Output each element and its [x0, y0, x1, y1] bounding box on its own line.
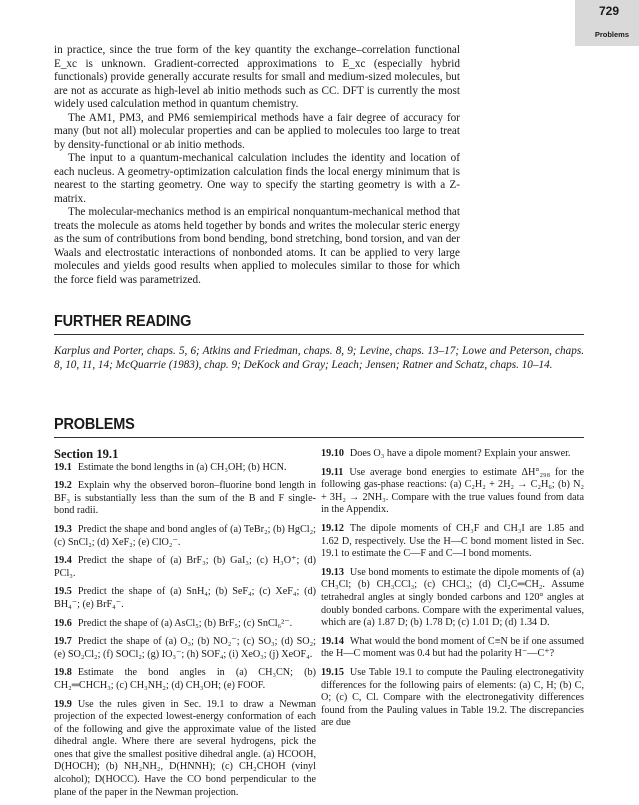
- problem-number: 19.13: [321, 566, 344, 578]
- problem-text: Does O₃ have a dipole moment? Explain your answer.: [349, 448, 571, 459]
- further-reading-heading: FURTHER READING: [54, 313, 192, 331]
- problem-number: 19.1: [54, 461, 72, 473]
- problem-number: 19.8: [54, 667, 72, 679]
- paragraph-geometry: The input to a quantum-mechanical calculation includes the identity and location of each nucleus. A geometry-optimization calculation finds the local energy minimum that is nearest to the starting geometry. One way to specify the starting geometry is with a Z-matrix.: [54, 152, 460, 205]
- problem-item: [321, 636, 584, 661]
- further-reading-text: Karplus and Porter, chaps. 5, 6; Atkins and Friedman, chaps. 8, 9; Levine, chaps. 13–17; Lowe and Peterson, chaps. 8, 10, 11, 14; McQuarrie (1983), chap. 9; DeKock and Gray; Leach; Jensen; Ratner and Schatz, chaps. 10–14.: [54, 345, 584, 371]
- problems-column-left: [54, 448, 316, 805]
- paragraph-dft: in practice, since the true form of the key quantity the exchange–correlation functional E_xc is unknown. Gradient-corrected approximations to E_xc (especially hybrid functionals) provide generally accurate results for small and medium-sized molecules, but are not as accurate as high-level ab initio methods such as CC. DFT is currently the most widely used calculation method in quantum chemistry.: [54, 44, 460, 110]
- problem-text: Estimate the bond angles in (a) CH₃CN; (b) CH₂═CHCH₃; (c) CH₃NH₂; (d) CH₃OH; (e) FOOF.: [54, 667, 316, 691]
- problem-text: Predict the shape of (a) AsCl₅; (b) BrF₅; (c) SnCl₆²⁻.: [77, 617, 293, 629]
- problem-item: [321, 567, 584, 630]
- problem-item: [54, 618, 316, 631]
- problem-item: [321, 667, 584, 730]
- problem-text: The dipole moments of CH₃F and CH₃I are 1.85 and 1.62 D, respectively. Use the H—C bond moment listed in Sec. 19.1 to estimate the C—F and C—I bond moments.: [321, 522, 584, 560]
- problem-text: Use bond moments to estimate the dipole moments of (a) CH₃Cl; (b) CH₃CCl₃; (c) CHCl₃; (d) Cl₂C═CH₂. Assume tetrahedral angles at singly bonded carbons and 120° angles at doubly bonded carbons. Compare with the experimental values, which are (a) 1.87 D; (b) 1.78 D; (c) 1.01 D; (d) 1.34 D.: [321, 566, 584, 629]
- problem-item: [54, 667, 316, 692]
- problem-number: 19.4: [54, 555, 72, 567]
- problem-number: 19.6: [54, 617, 72, 629]
- problem-number: 19.14: [321, 635, 344, 647]
- problems-rule: [54, 437, 584, 438]
- problems-column-right: [321, 448, 584, 736]
- problems-heading: PROBLEMS: [54, 416, 135, 434]
- problem-number: 19.5: [54, 586, 72, 598]
- page-number: 729: [598, 4, 619, 18]
- problem-text: What would the bond moment of C≡N be if one assumed the H—C moment was 0.4 but had the polarity H⁻—C⁺?: [321, 635, 584, 660]
- problem-item: [54, 555, 316, 580]
- problem-number: 19.12: [321, 522, 344, 534]
- problem-number: 19.11: [321, 466, 344, 478]
- paragraph-molecular-mechanics: The molecular-mechanics method is an empirical nonquantum-mechanical method that treats the molecule as atoms held together by bonds and writes the molecular steric energy as the sum of contributions from bond bending, bond stretching, bond torsion, and van der Waals and electrostatic interactions of nonbonded atoms. It can be applied to very large molecules and yields good results when applied to molecules similar to those for which the force field was parametrized.: [54, 206, 460, 286]
- running-head: Problems: [594, 30, 629, 39]
- section-title: Section 19.1: [54, 447, 119, 461]
- problem-text: Use the rules given in Sec. 19.1 to draw a Newman projection of the expected lowest-energy conformation of each of the following and give the approximate value of the listed dihedral angle. Where there are several hydrogens, pick the ones that give the smallest positive dihedral angle. (a) HCOOH, D(HOCH); (b) NH₂NH₂, D(HNNH); (c) CH₂CHOH (vinyl alcohol); D(HOCC). Have the CO bond perpendicular to the plane of the paper in the Newman projection.: [54, 698, 316, 798]
- problem-text: Explain why the observed boron–fluorine bond length in BF₃ is substantially less than the sum of the B and F single-bond radii.: [54, 480, 316, 517]
- problem-text: Predict the shape of (a) O₃; (b) NO₂⁻; (c) SO₃; (d) SO₂; (e) SO₂Cl₂; (f) SOCl₂; (g) IO₃⁻; (h) SOF₄; (i) XeO₃; (j) XeOF₄.: [54, 636, 316, 660]
- problem-item: [54, 480, 316, 518]
- problem-item: [54, 636, 316, 661]
- problem-text: Use Table 19.1 to compute the Pauling electronegativity differences for the following pairs of elements: (a) C, H; (b) C, O; (c) C, Cl. Compare with the electronegativity differences found from the Pauling values in Table 19.2. The discrepancies are due: [321, 666, 584, 729]
- problem-text: Use average bond energies to estimate ΔH°₂₉₈ for the following gas-phase reactions: (a) C₂H₂ + 2H₂ → C₂H₆; (b) N₂ + 3H₂ → 2NH₃. Compare with the true values found from data in the Appendix.: [321, 466, 584, 516]
- problem-item: [54, 586, 316, 611]
- problem-number: 19.15: [321, 666, 344, 678]
- problem-text: Predict the shape of (a) BrF₃; (b) GaI₃; (c) H₃O⁺; (d) PCl₃.: [54, 555, 316, 579]
- problem-number: 19.7: [54, 636, 72, 648]
- problem-item: [54, 524, 316, 549]
- paragraph-semiempirical: The AM1, PM3, and PM6 semiempirical methods have a fair degree of accuracy for many (but not all) molecular properties and can be applied to molecules too large to treat by density-functional or ab initio methods.: [54, 111, 460, 151]
- further-reading-rule: [54, 334, 584, 335]
- problem-text: Predict the shape of (a) SnH₄; (b) SeF₄; (c) XeF₄; (d) BH₄⁻; (e) BrF₄⁻.: [54, 586, 316, 610]
- problem-item: [54, 462, 316, 475]
- problem-item: [321, 448, 584, 461]
- problem-text: Predict the shape and bond angles of (a) TeBr₂; (b) HgCl₂; (c) SnCl₂; (d) XeF₂; (e) ClO₂⁻.: [54, 523, 316, 548]
- problem-number: 19.9: [54, 698, 72, 710]
- problem-number: 19.2: [54, 480, 72, 492]
- problem-number: 19.10: [321, 448, 344, 459]
- problem-number: 19.3: [54, 523, 72, 535]
- problem-item: [321, 523, 584, 561]
- problem-item: [321, 467, 584, 517]
- problem-item: [54, 699, 316, 800]
- body-text: [54, 44, 460, 287]
- problem-text: Estimate the bond lengths in (a) CH₃OH; (b) HCN.: [77, 461, 287, 473]
